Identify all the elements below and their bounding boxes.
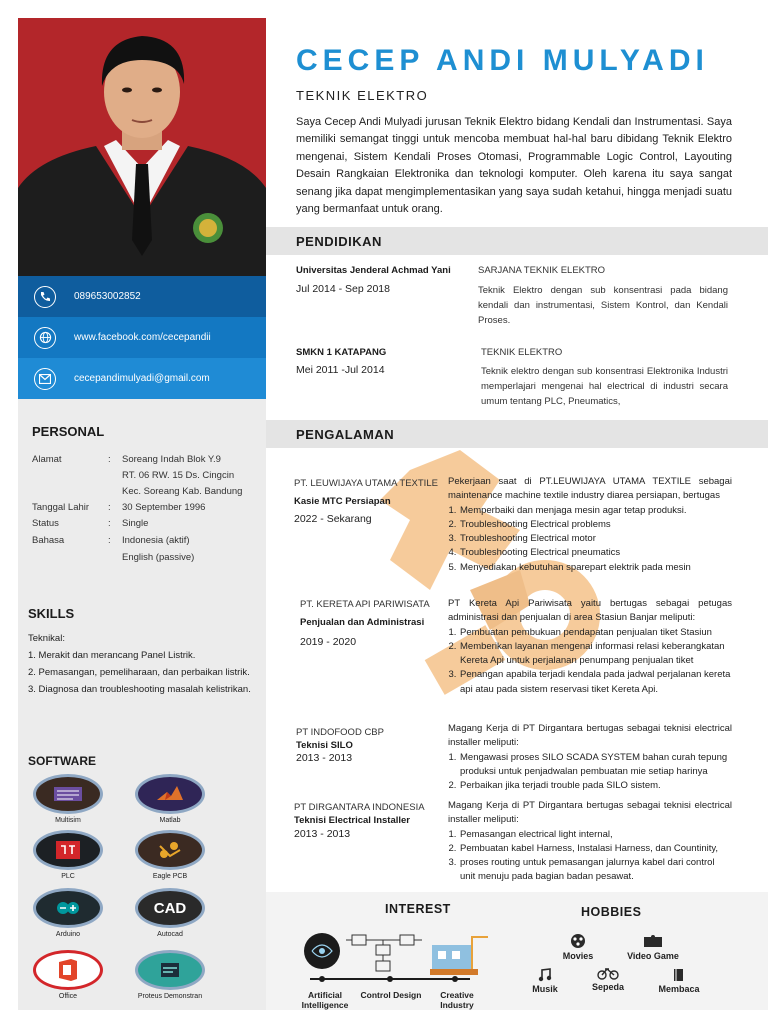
experience-period: 2013 - 2013: [294, 828, 351, 840]
software-label: Multisim: [55, 817, 81, 824]
interest-item: Control Design: [360, 990, 422, 1000]
education-section-bar: [266, 227, 768, 255]
hobby-musik: [528, 968, 562, 994]
hobby-label: Musik: [532, 984, 558, 994]
experience-point: 4. Troubleshooting Electrical pneumatics: [459, 546, 732, 560]
experience-intro: Magang Kerja di PT Dirgantara bertugas sebagai teknisi electrical installer meliputi:: [448, 723, 732, 749]
label-status: Status: [32, 518, 59, 529]
birthdate: 30 September 1996: [122, 502, 206, 513]
experience-point: 5. Menyediakan kebutuhan sparepart elektrik pada mesin: [459, 561, 732, 575]
profile-summary: Saya Cecep Andi Mulyadi jurusan Teknik Elektro bidang Kendali dan Instrumentasi. Saya memiliki semangat tinggi untuk mencoba membuat hal-hal baru dibidang Teknik Elektro mengenai, Sistem Kendali Proses Otomasi, Programmable Logic Control, Layouting Desain Rangkaian Elektronika dan teknologi komputer. Oleh karena itu saya sangat senang jika dapat mengimplementasikan yang saya sudah ketahui, hingga menjadi suatu yang bermanfaat untuk orang.: [296, 116, 732, 215]
hobby-label: Sepeda: [591, 982, 624, 992]
experience-role: Penjualan dan Administrasi: [300, 617, 425, 628]
experience-description: [448, 597, 732, 697]
software-label: PLC: [61, 873, 75, 880]
proteus-icon: [135, 950, 205, 990]
skill-item: 1. Merakit dan merancang Panel Listrik.: [28, 650, 196, 661]
education-description: Teknik elektro dengan sub konsentrasi Elektronika Industri memperlajari mengenai hal electrical di industri secara umum tentang PLC, Pneumatics,: [481, 366, 728, 408]
experience-heading: PENGALAMAN: [296, 427, 395, 442]
experience-point: 3. Penangan apabila terjadi kendala pada jadwal perjalanan kereta api atau pada sistem reservasi tiket Kereta Api.: [459, 668, 732, 697]
arduino-icon: [33, 888, 103, 928]
label-bahasa: Bahasa: [32, 535, 65, 546]
label-tanggal-lahir: Tanggal Lahir: [32, 502, 90, 513]
contact-facebook: [18, 317, 266, 358]
language-1: Indonesia (aktif): [122, 535, 190, 546]
film-reel-icon: [568, 933, 588, 949]
experience-role: Teknisi Electrical Installer: [294, 815, 410, 826]
software-proteus: [134, 950, 206, 1000]
personal-birthdate-row: [32, 502, 205, 513]
experience-company: PT INDOFOOD CBP: [296, 727, 384, 738]
personal-language-row: [32, 535, 190, 546]
personal-address-row-3: [32, 486, 242, 497]
experience-intro: Magang Kerja di PT Dirgantara bertugas sebagai teknisi electrical installer meliputi:: [448, 800, 732, 826]
software-eagle: [134, 830, 206, 880]
autocad-logo-text: CAD: [153, 899, 187, 917]
hobbies-heading: HOBBIES: [581, 905, 642, 919]
software-label: Arduino: [55, 931, 81, 938]
hobby-label: Video Game: [627, 951, 679, 961]
phone-icon: [34, 286, 56, 308]
email-address[interactable]: cecepandimulyadi@gmail.com: [74, 373, 210, 384]
puzzle-icon: [642, 935, 664, 949]
personal-language-row-2: [32, 552, 194, 563]
music-note-icon: [538, 968, 552, 982]
education-date: Mei 2011 -Jul 2014: [296, 364, 385, 376]
colon: :: [108, 535, 111, 546]
experience-point: 2. Troubleshooting Electrical problems: [459, 518, 732, 532]
plc-icon: [33, 830, 103, 870]
experience-point: 3. Troubleshooting Electrical motor: [459, 532, 732, 546]
factory-icon: [430, 937, 488, 975]
address-line-1: Soreang Indah Blok Y.9: [122, 454, 221, 465]
facebook-link[interactable]: www.facebook.com/cecepandii: [74, 332, 211, 343]
autocad-icon: [135, 888, 205, 928]
experience-description: [448, 799, 732, 885]
software-plc: [32, 830, 104, 880]
experience-point: 2. Pembuatan kabel Harness, Instalasi Harness, dan Countinity,: [459, 842, 732, 856]
colon: :: [108, 454, 111, 465]
skills-intro: Teknikal:: [28, 633, 65, 644]
hobby-videogame: [624, 935, 682, 961]
contact-phone: [18, 276, 266, 317]
experience-point: 1. Pembuatan pembukuan pendapatan penjualan tiket Stasiun: [459, 626, 732, 640]
experience-intro: PT Kereta Api Pariwisata yaitu bertugas sebagai petugas administrasi dan penjualan di area Stasiun Banjar meliputi:: [448, 598, 732, 624]
experience-point: 1. Pemasangan electrical light internal,: [459, 828, 732, 842]
experience-point: 2. Perbaikan jika terjadi trouble pada SILO sistem.: [459, 779, 732, 793]
hobby-label: Membaca: [658, 984, 700, 994]
experience-company: PT. LEUWIJAYA UTAMA TEXTILE: [294, 478, 438, 489]
experience-period: 2022 - Sekarang: [294, 513, 372, 525]
candidate-title: TEKNIK ELEKTRO: [296, 88, 429, 103]
software-label: Eagle PCB: [152, 873, 188, 880]
interest-item: Artificial Intelligence: [301, 990, 349, 1011]
software-label: Autocad: [157, 931, 183, 938]
eagle-pcb-icon: [135, 830, 205, 870]
colon: :: [108, 518, 111, 529]
software-label: Matlab: [159, 817, 181, 824]
experience-period: 2013 - 2013: [296, 752, 353, 764]
education-degree: SARJANA TEKNIK ELEKTRO: [478, 265, 606, 276]
phone-number[interactable]: 089653002852: [74, 291, 141, 302]
experience-description: [448, 722, 732, 793]
software-label: Proteus Demonstran: [137, 993, 203, 1000]
colon: :: [108, 502, 111, 513]
software-arduino: [32, 888, 104, 938]
hobby-movies: [558, 933, 598, 961]
experience-point: 1. Mengawasi proses SILO SCADA SYSTEM bahan curah tepung produksi untuk penjadwalan pembuatan mie setiap harinya: [459, 751, 732, 780]
label-alamat: Alamat: [32, 454, 62, 465]
software-label: Office: [58, 993, 78, 1000]
globe-icon: [34, 327, 56, 349]
interest-heading: INTEREST: [385, 902, 451, 916]
experience-point: 2. Memberikan layanan mengenai informasi relasi keberangkatan Kereta Api untuk perjalanan penumpang penjualan tiket: [459, 640, 732, 669]
address-line-2: RT. 06 RW. 15 Ds. Cingcin: [122, 470, 235, 481]
personal-address-row-2: [32, 470, 234, 481]
personal-address-row: [32, 454, 221, 465]
personal-status-row: [32, 518, 148, 529]
status-value: Single: [122, 518, 149, 529]
profile-photo: [18, 18, 266, 276]
experience-period: 2019 - 2020: [300, 636, 357, 648]
software-heading: SOFTWARE: [28, 754, 96, 768]
education-description: Teknik Elektro dengan sub konsentrasi pada bidang kendali dan instrumentasi, Sistem Kontrol, dan Kendali Proses.: [478, 285, 728, 327]
software-office: [32, 950, 104, 1000]
skills-heading: SKILLS: [28, 606, 75, 621]
language-2: English (passive): [122, 552, 195, 563]
candidate-name: CECEP ANDI MULYADI: [296, 44, 709, 77]
multisim-icon: [33, 774, 103, 814]
experience-description: [448, 475, 732, 575]
hobby-label: Movies: [562, 951, 594, 961]
experience-company: PT DIRGANTARA INDONESIA: [294, 802, 425, 813]
experience-role: Teknisi SILO: [296, 740, 353, 751]
experience-intro: Pekerjaan saat di PT.LEUWIJAYA UTAMA TEXTILE sebagai maintenance machine textile industry diarea persiapan, bertugas: [448, 476, 732, 502]
interest-illustration: [300, 925, 496, 987]
skill-item: 2. Pemasangan, pemeliharaan, dan perbaikan listrik.: [28, 667, 250, 678]
education-heading: PENDIDIKAN: [296, 234, 382, 249]
education-institution: Universitas Jenderal Achmad Yani: [296, 265, 451, 276]
software-autocad: [134, 888, 206, 938]
personal-heading: PERSONAL: [32, 424, 105, 439]
office-icon: [33, 950, 103, 990]
experience-role: Kasie MTC Persiapan: [294, 496, 391, 507]
experience-company: PT. KERETA API PARIWISATA: [300, 599, 430, 610]
skill-item: 3. Diagnosa dan troubleshooting masalah kelistrikan.: [28, 684, 251, 695]
contact-email: [18, 358, 266, 399]
education-institution: SMKN 1 KATAPANG: [296, 347, 387, 358]
hobby-membaca: [654, 968, 704, 994]
software-matlab: [134, 774, 206, 824]
software-multisim: [32, 774, 104, 824]
education-date: Jul 2014 - Sep 2018: [296, 283, 390, 295]
matlab-icon: [135, 774, 205, 814]
interest-item: Creative Industry: [440, 990, 474, 1011]
mail-icon: [34, 368, 56, 390]
bicycle-icon: [597, 966, 619, 980]
address-line-3: Kec. Soreang Kab. Bandung: [122, 486, 243, 497]
education-degree: TEKNIK ELEKTRO: [481, 347, 563, 358]
book-icon: [672, 968, 686, 982]
sidebar: [18, 18, 266, 1010]
experience-point: 1. Memperbaiki dan menjaga mesin agar tetap produksi.: [459, 504, 732, 518]
experience-point: 3. proses routing untuk pemasangan jalurnya kabel dari control unit menuju pada bagian badan pesawat.: [459, 856, 732, 885]
hobby-sepeda: [588, 966, 628, 992]
